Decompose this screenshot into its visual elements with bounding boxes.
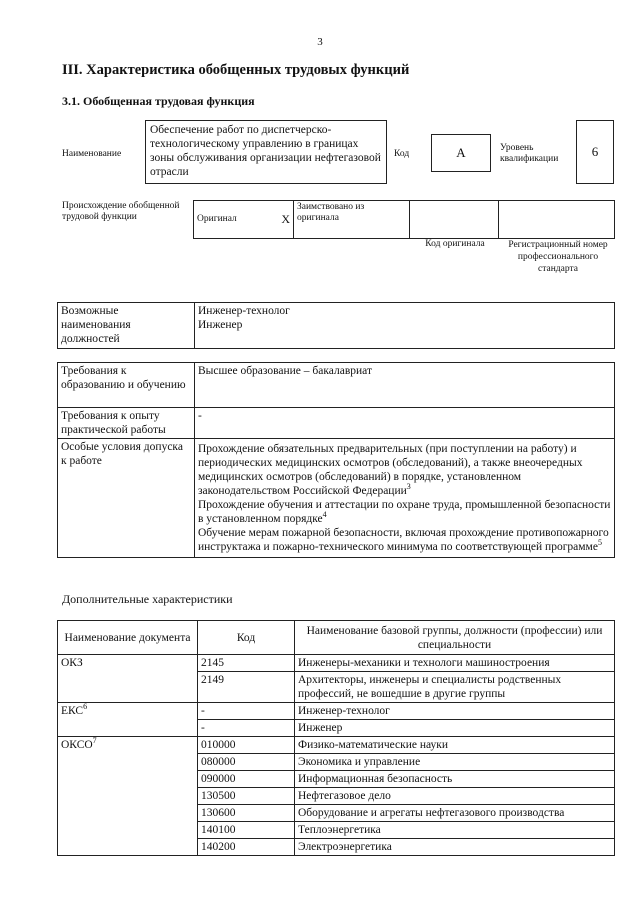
name-cell: Нефтегазовое дело bbox=[295, 788, 615, 805]
page-number: 3 bbox=[317, 36, 323, 48]
footnote-ref: 3 bbox=[406, 482, 411, 492]
name-cell: Инженеры-механики и технологи машиностроения bbox=[295, 655, 615, 672]
doc-eks: ЕКС$^6$ bbox=[58, 703, 198, 720]
position-item: Инженер bbox=[198, 319, 243, 331]
name-label: Наименование bbox=[62, 149, 122, 159]
code-cell: 090000 bbox=[198, 771, 295, 788]
footnote-ref: 6 bbox=[83, 702, 88, 712]
level-label: Уровень квалификации bbox=[500, 143, 559, 164]
code-cell: 130600 bbox=[198, 805, 295, 822]
footnote-ref: 5 bbox=[597, 538, 602, 548]
education-value: Высшее образование – бакалавриат bbox=[195, 363, 615, 408]
function-name-box bbox=[145, 120, 387, 184]
subsection-title: 3.1. Обобщенная трудовая функция bbox=[62, 94, 255, 108]
code-cell: 2145 bbox=[198, 655, 295, 672]
table-row bbox=[58, 822, 615, 839]
code-cell: 080000 bbox=[198, 754, 295, 771]
additional-table bbox=[57, 620, 615, 856]
header-name: Наименование базовой группы, должности (профессии) или специальности bbox=[295, 621, 615, 655]
position-item: Инженер-технолог bbox=[198, 305, 290, 317]
code-value: А bbox=[456, 145, 466, 160]
code-cell: - bbox=[198, 703, 295, 720]
level-value: 6 bbox=[591, 144, 599, 159]
code-cell: 140200 bbox=[198, 839, 295, 856]
table-row bbox=[58, 720, 615, 737]
doc-okso: ОКСО$^7$ bbox=[58, 737, 198, 754]
name-cell: Теплоэнергетика bbox=[295, 822, 615, 839]
doc-cell-empty bbox=[58, 805, 198, 822]
code-original-label: Код оригинала bbox=[425, 239, 485, 249]
footnote-ref: 4 bbox=[322, 510, 327, 520]
doc-cell-empty bbox=[58, 720, 198, 737]
admission-values bbox=[195, 439, 615, 558]
code-cell: 130500 bbox=[198, 788, 295, 805]
origin-label: Происхождение обобщенной трудовой функции bbox=[62, 201, 180, 222]
doc-cell-empty bbox=[58, 822, 198, 839]
positions-values bbox=[195, 303, 615, 349]
admission-label: Особые условия допуска к работе bbox=[58, 439, 195, 558]
code-cell: 2149 bbox=[198, 672, 295, 703]
admission-item: Обучение мерам пожарной безопасности, включая прохождение противопожарного инструктажа и пожарно-технического минимума по соответствующей программе$^5$ bbox=[198, 527, 609, 553]
doc-cell-empty bbox=[58, 771, 198, 788]
doc-cell-empty bbox=[58, 839, 198, 856]
doc-okz: ОКЗ bbox=[58, 655, 198, 672]
name-cell: Электроэнергетика bbox=[295, 839, 615, 856]
experience-label: Требования к опыту практической работы bbox=[58, 408, 195, 439]
education-label: Требования к образованию и обучению bbox=[58, 363, 195, 408]
origin-table bbox=[193, 200, 615, 239]
experience-value: - bbox=[195, 408, 615, 439]
name-cell: Экономика и управление bbox=[295, 754, 615, 771]
origin-original-cell bbox=[194, 201, 294, 239]
table-row bbox=[58, 655, 615, 672]
name-cell: Инженер-технолог bbox=[295, 703, 615, 720]
borrowed-cell bbox=[294, 201, 410, 239]
table-row bbox=[58, 703, 615, 720]
code-original-cell bbox=[410, 201, 499, 239]
name-cell: Инженер bbox=[295, 720, 615, 737]
table-row bbox=[58, 754, 615, 771]
positions-table bbox=[57, 302, 615, 349]
code-cell: 010000 bbox=[198, 737, 295, 754]
doc-cell-empty bbox=[58, 754, 198, 771]
table-row bbox=[58, 672, 615, 703]
original-label: Оригинал bbox=[197, 214, 237, 224]
reg-number-label: Регистрационный номер профессионального стандарта bbox=[508, 240, 608, 274]
table-row bbox=[58, 737, 615, 754]
table-row bbox=[58, 771, 615, 788]
header-document: Наименование документа bbox=[58, 621, 198, 655]
function-name-value: Обеспечение работ по диспетчерско-технологическому управлению в границах зоны обслуживания организации нефтегазовой отрасли bbox=[150, 124, 381, 178]
name-cell: Информационная безопасность bbox=[295, 771, 615, 788]
borrowed-label: Заимствовано из оригинала bbox=[297, 202, 365, 223]
doc-cell-empty bbox=[58, 788, 198, 805]
name-cell: Архитекторы, инженеры и специалисты родственных профессий, не вошедшие в другие группы bbox=[295, 672, 615, 703]
name-cell: Оборудование и агрегаты нефтегазового производства bbox=[295, 805, 615, 822]
additional-title: Дополнительные характеристики bbox=[62, 592, 233, 606]
code-cell: - bbox=[198, 720, 295, 737]
header-code: Код bbox=[198, 621, 295, 655]
table-row bbox=[58, 839, 615, 856]
doc-cell-empty bbox=[58, 672, 198, 703]
table-row bbox=[58, 788, 615, 805]
section-title: III. Характеристика обобщенных трудовых функций bbox=[62, 62, 410, 78]
requirements-table bbox=[57, 362, 615, 558]
positions-label: Возможные наименования должностей bbox=[58, 303, 195, 349]
footnote-ref: 7 bbox=[92, 736, 97, 746]
admission-item: Прохождение обучения и аттестации по охране труда, промышленной безопасности в установленном порядке$^4$ bbox=[198, 499, 611, 525]
code-value-box bbox=[431, 134, 491, 172]
code-label: Код bbox=[394, 149, 410, 159]
code-cell: 140100 bbox=[198, 822, 295, 839]
level-value-box bbox=[576, 120, 614, 184]
name-cell: Физико-математические науки bbox=[295, 737, 615, 754]
admission-item: Прохождение обязательных предварительных (при поступлении на работу) и периодических медицинских осмотров (обследований), а также внеочередных медицинских осмотров (обследований) в порядке, установленном законодательством Российской Федерации$^3$ bbox=[198, 443, 583, 497]
table-row bbox=[58, 805, 615, 822]
original-mark: X bbox=[281, 212, 290, 226]
reg-number-cell bbox=[499, 201, 615, 239]
